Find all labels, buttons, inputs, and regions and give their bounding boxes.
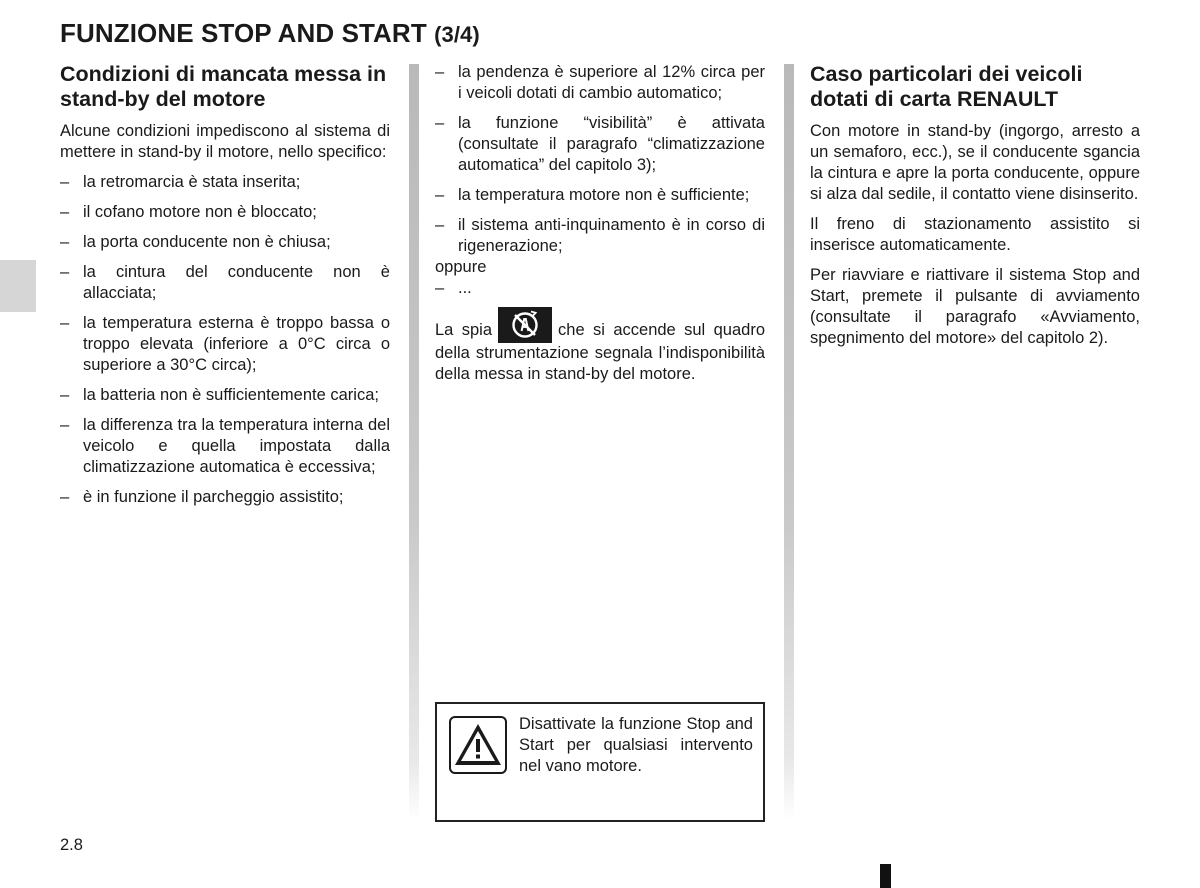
list-item: – la cintura del conducente non è allacciata; xyxy=(60,262,390,304)
section-heading: Caso particolari dei veicoli dotati di carta RENAULT xyxy=(810,62,1083,111)
list-item: – la pendenza è superiore al 12% circa per i veicoli dotati di cambio automatico; xyxy=(435,62,765,104)
list-item: – la batteria non è sufficientemente carica; xyxy=(60,385,390,406)
title-part: (3/4) xyxy=(434,22,480,47)
page-number: 2.8 xyxy=(60,836,83,854)
conditions-list-continued xyxy=(435,62,765,257)
warning-box xyxy=(435,702,765,822)
list-item: – ... xyxy=(435,278,765,299)
list-item: – la temperatura esterna è troppo bassa o troppo elevata (inferiore a 0°C circa o superiore a 30°C circa); xyxy=(60,313,390,376)
section-heading: Condizioni di mancata messa in stand-by del motore xyxy=(60,62,387,111)
list-item: – il sistema anti-inquinamento è in corso di rigenerazione; xyxy=(435,215,765,257)
oppure-text: oppure xyxy=(435,258,487,276)
paragraph: Il freno di stazionamento assistito si inserisce automaticamente. xyxy=(810,215,1140,254)
chapter-side-tab xyxy=(0,260,36,312)
lamp-text-after: che si accende sul quadro della strumentazione segnala l’indisponibilità della messa in stand-by del motore. xyxy=(435,321,765,383)
title-text: FUNZIONE STOP AND START xyxy=(60,18,427,48)
column-standby-conditions xyxy=(60,62,390,517)
page-title xyxy=(60,18,480,49)
intro-paragraph: Alcune condizioni impediscono al sistema di mettere in stand-by il motore, nello specifico: xyxy=(60,122,390,161)
conditions-list xyxy=(60,172,390,508)
list-item: – il cofano motore non è bloccato; xyxy=(60,202,390,223)
ellipsis-list xyxy=(435,278,765,299)
stop-start-warning-lamp-icon xyxy=(498,307,552,343)
page-edge-mark xyxy=(880,864,891,888)
list-item: – la temperatura motore non è sufficiente; xyxy=(435,185,765,206)
list-item: – la funzione “visibilità” è attivata (consultate il paragrafo “climatizzazione automatica” del capitolo 3); xyxy=(435,113,765,176)
list-item: – è in funzione il parcheggio assistito; xyxy=(60,487,390,508)
column-divider-right xyxy=(784,64,794,820)
paragraph: Con motore in stand-by (ingorgo, arresto a un semaforo, ecc.), se il conducente sgancia la cintura e apre la porta conducente, oppure si alza dal sedile, il contatto viene disinserito. xyxy=(810,122,1140,203)
column-renault-card xyxy=(810,62,1140,358)
list-item: – la porta conducente non è chiusa; xyxy=(60,232,390,253)
warning-triangle-icon xyxy=(449,716,507,774)
list-item: – la retromarcia è stata inserita; xyxy=(60,172,390,193)
lamp-paragraph xyxy=(435,307,765,385)
list-item: – la differenza tra la temperatura interna del veicolo e quella impostata dalla climatizzazione automatica è eccessiva; xyxy=(60,415,390,478)
column-conditions-continued xyxy=(435,62,765,394)
paragraph: Per riavviare e riattivare il sistema Stop and Start, premete il pulsante di avviamento (consultate il paragrafo «Avviamento, spegnimento del motore» del capitolo 2). xyxy=(810,266,1140,347)
column-divider-left xyxy=(409,64,419,820)
warning-text: Disattivate la funzione Stop and Start per qualsiasi intervento nel vano motore. xyxy=(519,715,753,775)
lamp-text-before: La spia xyxy=(435,321,493,339)
